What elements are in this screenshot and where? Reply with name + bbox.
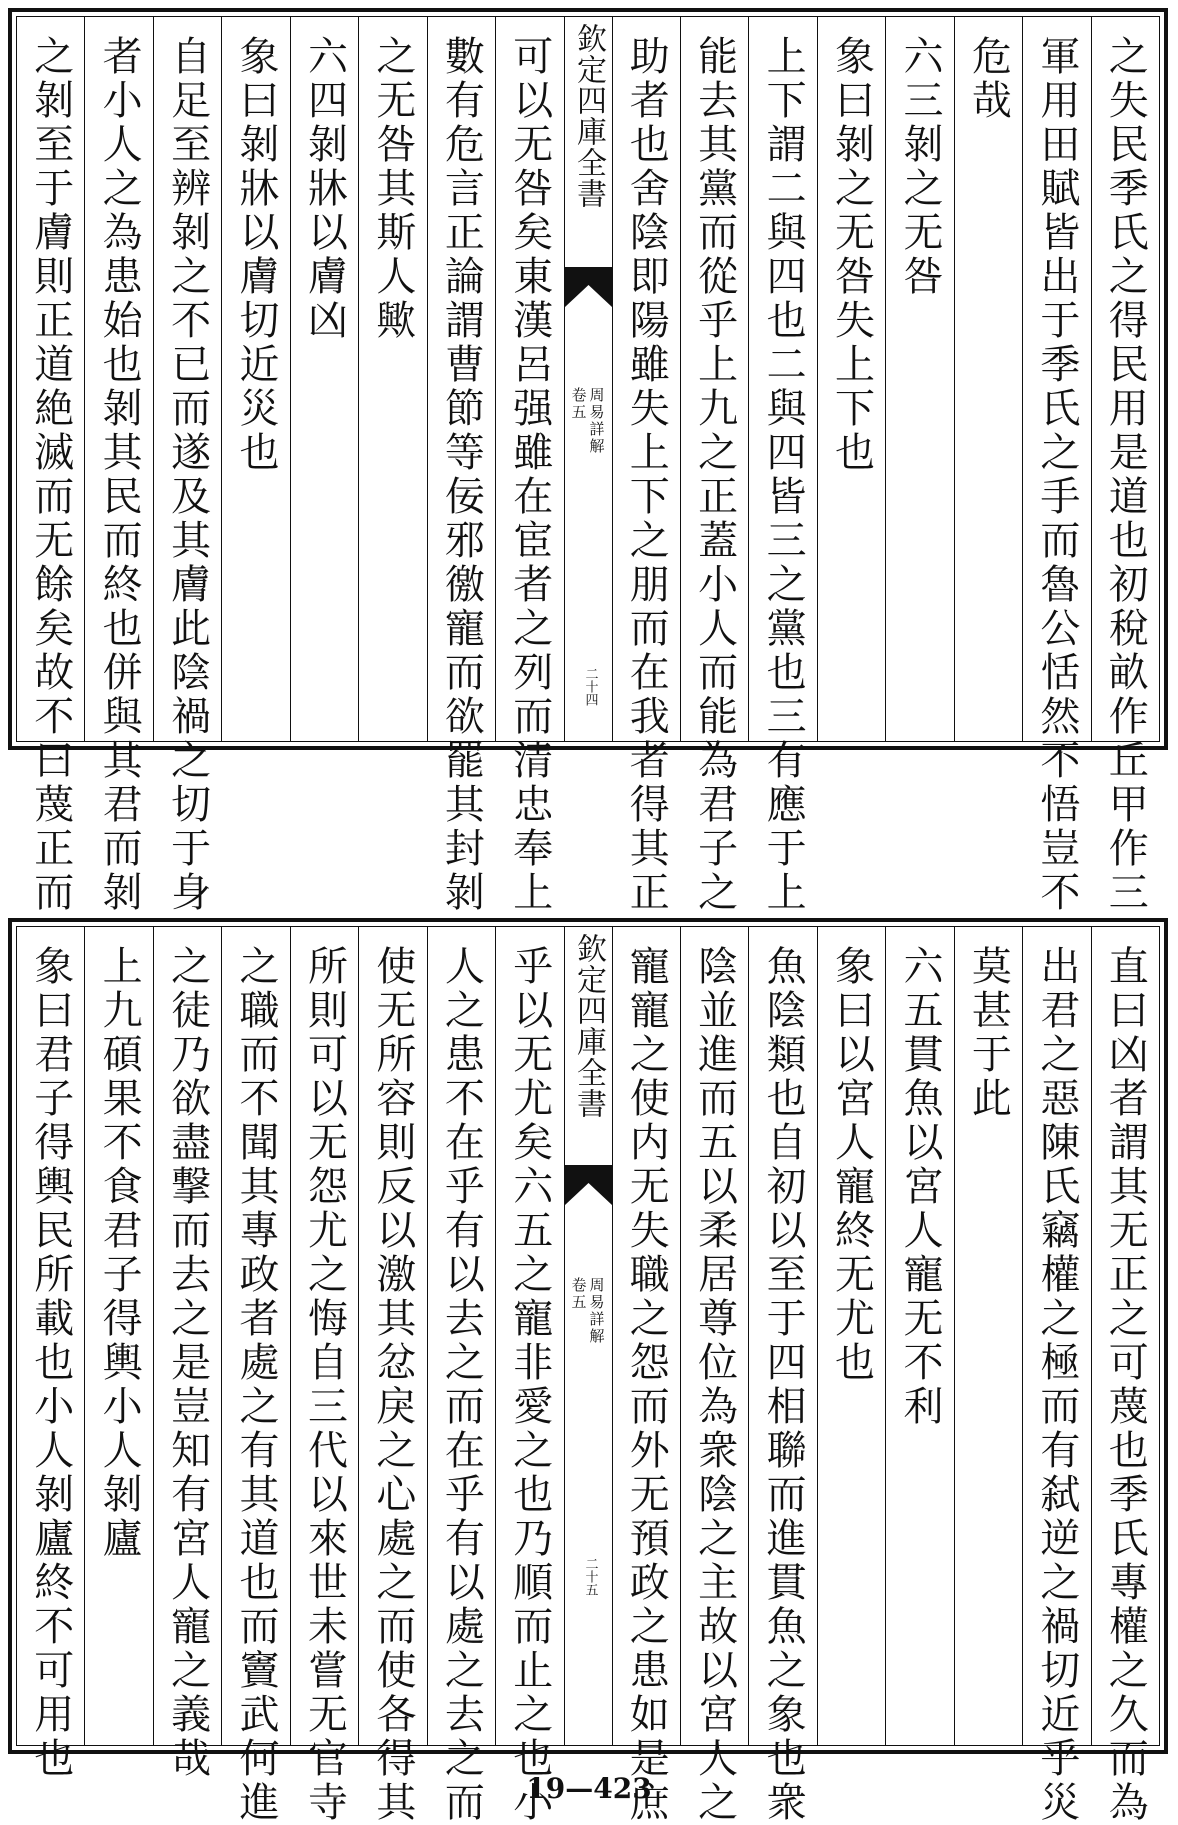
text-column <box>221 927 289 1825</box>
column-text: 莫甚于此 <box>965 945 1012 1121</box>
column-text: 可以无咎矣東漢呂强雖在宦者之列而清忠奉上 <box>506 35 553 915</box>
center-fold-column <box>564 927 612 1745</box>
column-text: 能去其黨而從乎上九之正蓋小人而能為君子之 <box>691 35 738 915</box>
column-text: 出君之惡陳氏竊權之極而有弑逆之禍切近乎災 <box>1033 945 1080 1825</box>
text-column <box>221 17 289 741</box>
text-column <box>153 927 221 1781</box>
text-column <box>358 927 426 1825</box>
text-column <box>954 17 1022 741</box>
book-subtitle: 周易詳解 <box>587 387 606 455</box>
text-column <box>290 17 358 741</box>
text-column <box>885 927 953 1745</box>
book-title: 欽定四庫全書 <box>571 933 606 1119</box>
text-column <box>84 17 152 915</box>
column-text: 之剝至于膚則正道絶滅而无餘矣故不曰蔑正而 <box>27 35 74 915</box>
column-text: 者小人之為患始也剝其民而終也併與其君而剝 <box>96 35 143 915</box>
column-text: 自足至辨剝之不已而遂及其膚此陰禍之切于身 <box>164 35 211 915</box>
text-column <box>17 927 84 1781</box>
text-column <box>1091 17 1159 915</box>
column-text: 乎以无尤矣六五之寵非愛之也乃順而止之也小 <box>506 945 553 1825</box>
column-text: 六四剝牀以膚凶 <box>301 35 348 343</box>
center-fold-column <box>564 17 612 741</box>
text-column <box>680 927 748 1825</box>
column-text: 之徒乃欲盡撃而去之是豈知有宮人寵之義哉 <box>164 945 211 1781</box>
column-text: 助者也舍陰即陽雖失上下之朋而在我者得其正 <box>623 35 670 915</box>
column-text: 上下謂二與四也二與四皆三之黨也三有應于上 <box>760 35 807 915</box>
column-text: 六三剝之无咎 <box>896 35 943 299</box>
column-text: 人之患不在乎有以去之而在乎有以處之去之而 <box>438 945 485 1825</box>
fish-tail-mark-icon <box>565 267 612 307</box>
text-column <box>427 17 495 915</box>
folio-number: 二十四 <box>582 667 598 706</box>
column-text: 象曰君子得輿民所載也小人剝廬終不可用也 <box>27 945 74 1781</box>
text-column <box>495 17 563 915</box>
column-text: 象曰剝牀以膚切近災也 <box>233 35 280 475</box>
text-column <box>612 17 680 915</box>
column-text: 軍用田賦皆出于季氏之手而魯公恬然不悟豈不 <box>1033 35 1080 915</box>
text-column <box>427 927 495 1825</box>
book-subtitle: 周易詳解 <box>587 1277 606 1345</box>
fish-tail-mark-icon <box>565 1165 612 1205</box>
column-text: 寵寵之使内无失職之怨而外无預政之患如是庶 <box>623 945 670 1825</box>
column-text: 魚陰類也自初以至于四相聯而進貫魚之象也衆 <box>760 945 807 1825</box>
page-footer-number: 19—423 <box>526 1772 652 1805</box>
column-text: 使无所容則反以激其忿戾之心處之而使各得其 <box>369 945 416 1825</box>
text-column <box>84 927 152 1745</box>
text-column <box>748 17 816 915</box>
column-text: 直曰凶者謂其无正之可蔑也季氏專權之久而為 <box>1102 945 1149 1825</box>
column-text: 象曰剝之无咎失上下也 <box>828 35 875 475</box>
column-text: 之失民季氏之得民用是道也初稅畝作丘甲作三 <box>1102 35 1149 915</box>
volume-label: 卷五 <box>569 1277 588 1311</box>
column-text: 數有危言正論謂曹節等佞邪徼寵而欲罷其封剝 <box>438 35 485 915</box>
top-page-frame <box>8 8 1168 915</box>
text-column <box>153 17 221 915</box>
column-text: 象曰以宮人寵終无尤也 <box>828 945 875 1385</box>
book-title: 欽定四庫全書 <box>571 23 606 209</box>
text-column <box>680 17 748 915</box>
column-text: 所則可以无怨尤之悔自三代以來世未嘗无官寺 <box>301 945 348 1825</box>
text-column <box>1022 17 1090 915</box>
text-column <box>1091 927 1159 1825</box>
volume-label: 卷五 <box>569 387 588 421</box>
text-column <box>358 17 426 741</box>
text-column <box>17 17 84 915</box>
text-column <box>817 927 885 1745</box>
text-column <box>1022 927 1090 1825</box>
text-column <box>817 17 885 741</box>
column-text: 六五貫魚以宮人寵无不利 <box>896 945 943 1429</box>
text-column <box>495 927 563 1825</box>
text-column <box>290 927 358 1825</box>
top-page-columns <box>16 16 1160 915</box>
column-text: 危哉 <box>965 35 1012 123</box>
text-column <box>885 17 953 741</box>
column-text: 之職而不聞其專政者處之有其道也而竇武何進 <box>233 945 280 1825</box>
folio-number: 二十五 <box>582 1557 598 1596</box>
text-column <box>612 927 680 1825</box>
text-column <box>748 927 816 1825</box>
column-text: 上九碩果不食君子得輿小人剝廬 <box>96 945 143 1561</box>
column-text: 陰並進而五以柔居尊位為衆陰之主故以宮人之 <box>691 945 738 1825</box>
text-column <box>954 927 1022 1745</box>
column-text: 之无咎其斯人歟 <box>369 35 416 343</box>
